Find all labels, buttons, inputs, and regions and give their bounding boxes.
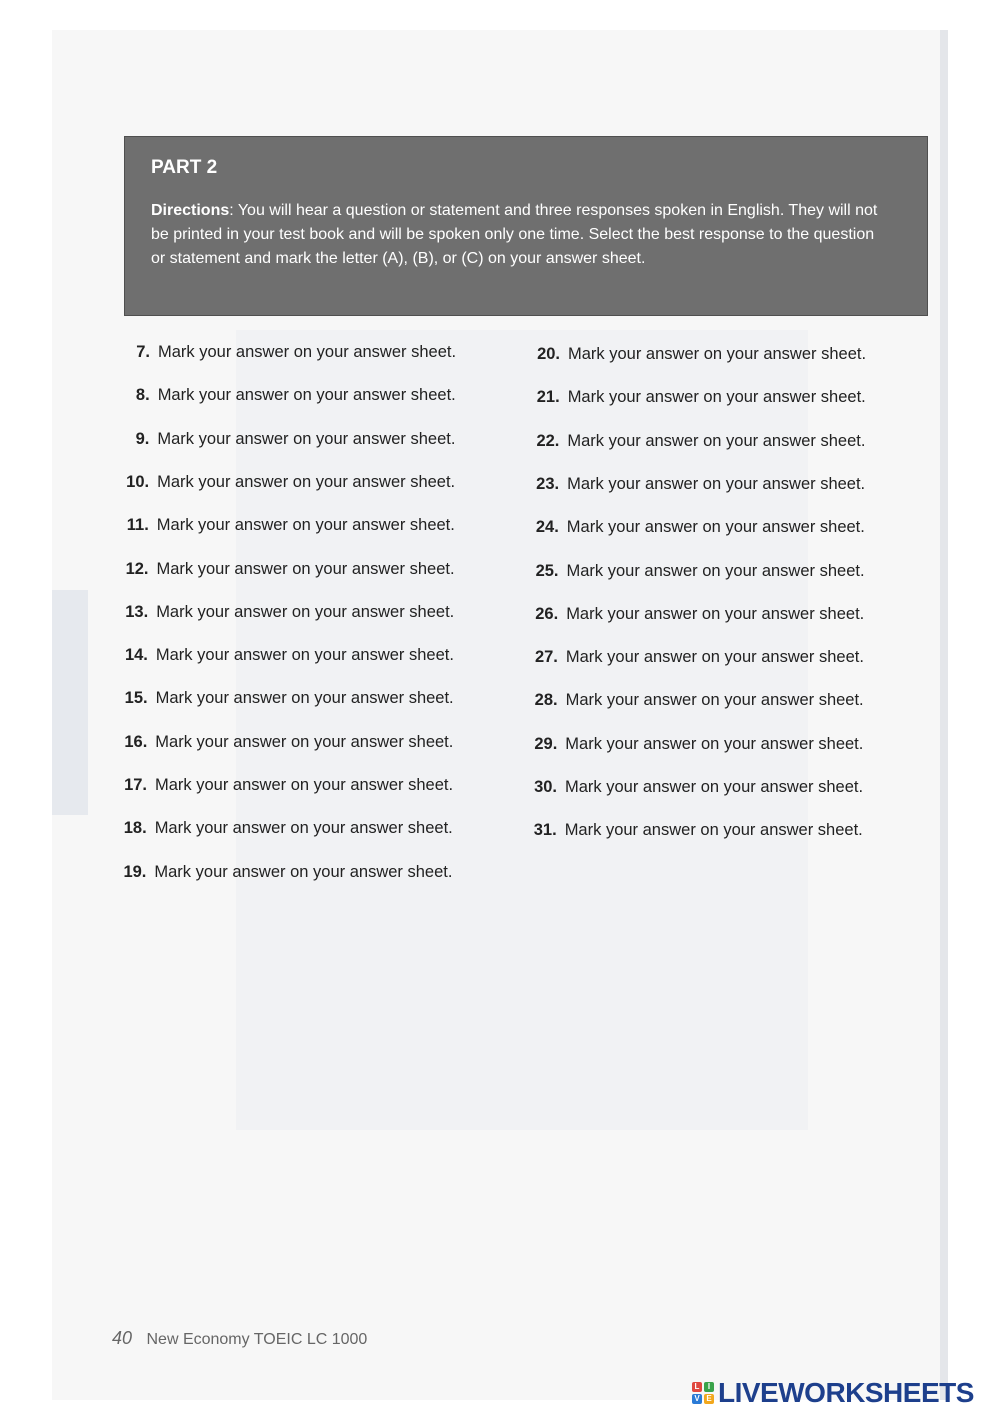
question-number: 19. xyxy=(123,862,147,881)
question-text: Mark your answer on your answer sheet. xyxy=(567,388,866,407)
question-text: Mark your answer on your answer sheet. xyxy=(156,516,455,535)
question-row xyxy=(528,388,866,407)
question-text: Mark your answer on your answer sheet. xyxy=(155,646,454,665)
question-number: 27. xyxy=(534,648,558,667)
question-number: 16. xyxy=(124,732,148,751)
question-text: Mark your answer on your answer sheet. xyxy=(156,559,455,578)
question-text: Mark your answer on your answer sheet. xyxy=(156,602,455,621)
question-row xyxy=(526,648,864,667)
question-row xyxy=(525,735,863,754)
question-row xyxy=(117,560,455,579)
question-text: Mark your answer on your answer sheet. xyxy=(566,518,865,537)
question-row xyxy=(118,343,456,362)
question-row xyxy=(526,605,864,624)
question-text: Mark your answer on your answer sheet. xyxy=(566,604,865,623)
question-number: 24. xyxy=(535,518,559,537)
question-row xyxy=(118,386,456,405)
question-text: Mark your answer on your answer sheet. xyxy=(154,819,453,838)
directions-box xyxy=(124,136,928,316)
question-number: 10. xyxy=(126,472,150,491)
question-number: 29. xyxy=(534,734,558,753)
question-text: Mark your answer on your answer sheet. xyxy=(155,689,454,708)
page-number: 40 xyxy=(112,1328,133,1348)
question-row xyxy=(527,432,865,451)
question-number: 15. xyxy=(124,689,148,708)
liveworksheets-watermark xyxy=(692,1378,974,1408)
question-text: Mark your answer on your answer sheet. xyxy=(565,691,864,710)
question-text: Mark your answer on your answer sheet. xyxy=(157,472,456,491)
question-row xyxy=(528,345,866,364)
question-number: 14. xyxy=(124,646,148,665)
question-number: 17. xyxy=(124,776,147,794)
book-title: New Economy TOEIC LC 1000 xyxy=(146,1331,368,1348)
logo-tile: E xyxy=(704,1394,714,1404)
question-number: 28. xyxy=(534,691,558,710)
question-number: 9. xyxy=(135,429,150,448)
question-number: 25. xyxy=(535,561,559,580)
question-text: Mark your answer on your answer sheet. xyxy=(157,429,456,448)
liveworksheets-logo-icon xyxy=(692,1382,714,1404)
question-text: Mark your answer on your answer sheet. xyxy=(155,732,454,751)
question-row xyxy=(525,821,863,840)
question-row xyxy=(116,689,454,708)
question-number: 20. xyxy=(537,345,560,363)
question-row xyxy=(527,518,865,537)
question-number: 11. xyxy=(126,516,149,535)
directions-body: : You will hear a question or statement and three responses spoken in English. They will not be printed in your test book and will be spoken only one time. Select the best response to the question or statement and mark the letter (A), (B), or (C) on your answer sheet. xyxy=(151,201,878,267)
question-number: 12. xyxy=(125,559,149,578)
part-title: PART 2 xyxy=(151,157,218,178)
question-number: 31. xyxy=(533,821,557,840)
question-text: Mark your answer on your answer sheet. xyxy=(567,474,866,493)
question-number: 23. xyxy=(536,474,560,493)
page-footer xyxy=(112,1328,367,1349)
question-row xyxy=(525,778,863,797)
question-text: Mark your answer on your answer sheet. xyxy=(154,862,453,881)
question-text: Mark your answer on your answer sheet. xyxy=(157,386,456,405)
question-text: Mark your answer on your answer sheet. xyxy=(565,648,864,667)
question-text: Mark your answer on your answer sheet. xyxy=(565,778,864,796)
question-row xyxy=(115,776,453,795)
paper-edge-shadow xyxy=(940,30,948,1400)
question-row xyxy=(115,733,453,752)
question-row xyxy=(116,646,454,665)
question-row xyxy=(527,562,865,581)
watermark-text: LIVEWORKSHEETS xyxy=(718,1377,974,1408)
question-number: 7. xyxy=(136,343,150,361)
question-number: 22. xyxy=(536,431,560,450)
question-text: Mark your answer on your answer sheet. xyxy=(158,343,457,361)
directions-label: Directions xyxy=(151,201,230,219)
question-number: 21. xyxy=(536,388,560,407)
directions-text xyxy=(151,199,891,271)
question-row xyxy=(526,691,864,710)
question-text: Mark your answer on your answer sheet. xyxy=(155,776,454,794)
question-row xyxy=(117,516,455,535)
question-row xyxy=(116,603,454,622)
logo-tile: I xyxy=(704,1382,714,1392)
question-row xyxy=(527,475,865,494)
logo-tile: V xyxy=(692,1394,702,1404)
question-text: Mark your answer on your answer sheet. xyxy=(567,431,866,450)
question-number: 30. xyxy=(534,778,557,796)
question-number: 26. xyxy=(535,604,559,623)
question-text: Mark your answer on your answer sheet. xyxy=(564,821,863,840)
question-row xyxy=(114,863,452,882)
question-row xyxy=(117,430,455,449)
question-text: Mark your answer on your answer sheet. xyxy=(565,734,864,753)
section-tab-marker xyxy=(52,590,88,815)
logo-tile: L xyxy=(692,1382,702,1392)
question-number: 18. xyxy=(123,819,147,838)
question-number: 8. xyxy=(135,386,150,405)
question-text: Mark your answer on your answer sheet. xyxy=(568,345,867,363)
question-text: Mark your answer on your answer sheet. xyxy=(566,561,865,580)
question-row xyxy=(117,473,455,492)
question-row xyxy=(115,819,453,838)
question-number: 13. xyxy=(125,602,149,621)
